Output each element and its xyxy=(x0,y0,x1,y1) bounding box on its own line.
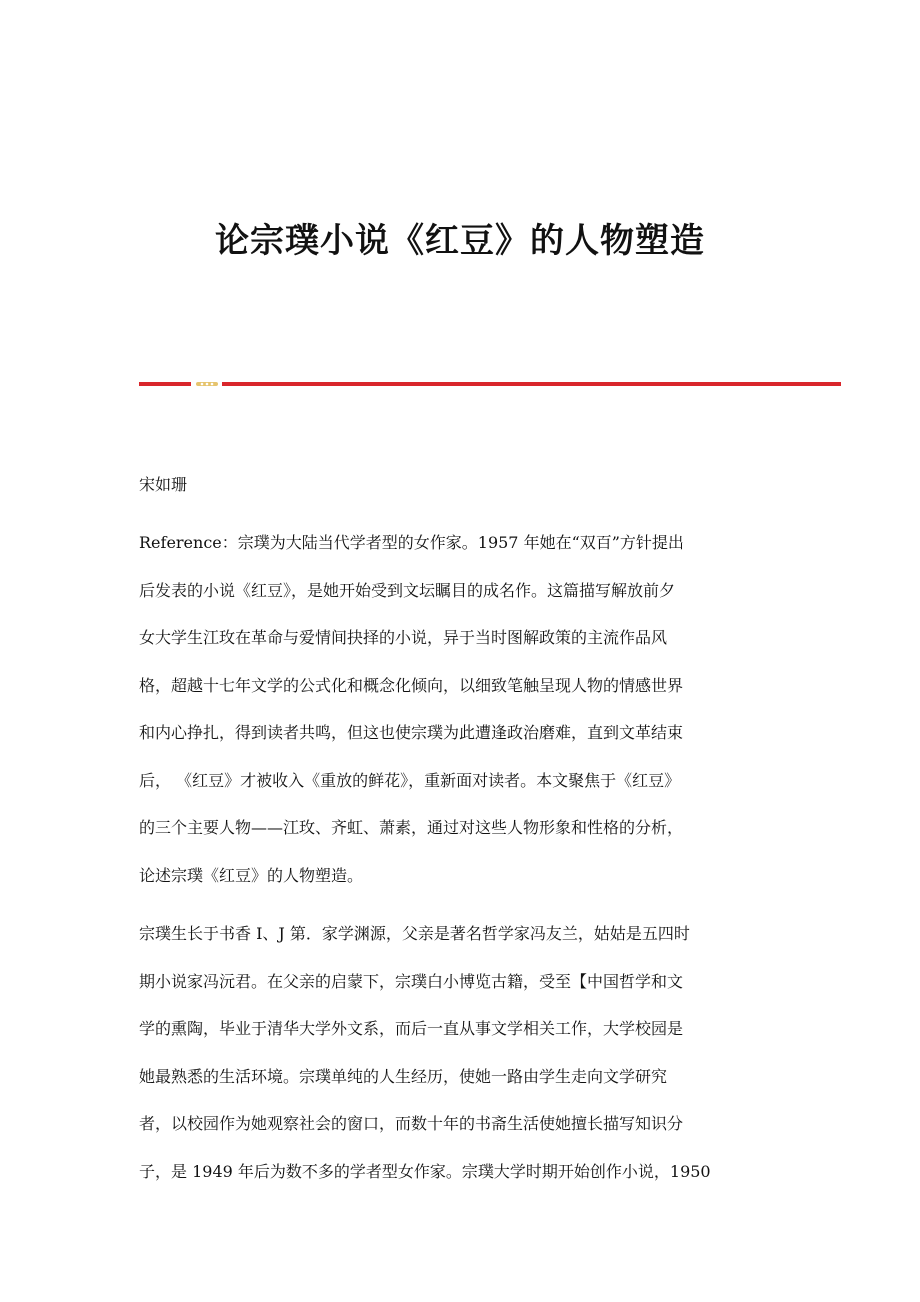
paragraph-line: 她最熟悉的生活环境。宗璞单纯的人生经历，使她一路由学生走向文学研究 xyxy=(139,1066,668,1086)
divider-bar-right xyxy=(222,382,841,386)
paragraph-line: 后发表的小说《红豆》，是她开始受到文坛瞩目的成名作。这篇描写解放前夕 xyxy=(139,580,676,600)
divider-ornament-icon xyxy=(196,381,218,387)
paragraph-line: 宗璞生长于书香 I、J 第．家学渊源，父亲是著名哲学家冯友兰，姑姑是五四时 xyxy=(139,924,690,943)
paragraph-line: Reference：宗璞为大陆当代学者型的女作家。1957 年她在“双百”方针提出 xyxy=(139,533,684,552)
document-title: 论宗璞小说《红豆》的人物塑造 xyxy=(215,221,705,261)
paragraph-line: 格，超越十七年文学的公式化和概念化倾向，以细致笔触呈现人物的情感世界 xyxy=(139,675,684,695)
author-name: 宋如珊 xyxy=(139,475,188,494)
title-divider xyxy=(139,380,841,388)
paragraph-line: 女大学生江玫在革命与爱情间抉择的小说，异于当时图解政策的主流作品风 xyxy=(139,628,668,647)
paragraph-line: 学的熏陶，毕业于清华大学外文系，而后一直从事文学相关工作，大学校园是 xyxy=(139,1019,684,1038)
paragraph-line: 的三个主要人物——江玫、齐虹、萧素，通过对这些人物形象和性格的分析， xyxy=(139,818,684,837)
divider-bar-left xyxy=(139,382,191,386)
paragraph-line: 后， 《红豆》才被收入《重放的鲜花》，重新面对读者。本文聚焦于《红豆》 xyxy=(139,770,681,790)
abstract-paragraph xyxy=(139,519,784,899)
paragraph-line: 论述宗璞《红豆》的人物塑造。 xyxy=(139,865,364,885)
paragraph-line: 者，以校园作为她观察社会的窗口，而数十年的书斋生活使她擅长描写知识分 xyxy=(139,1114,684,1133)
paragraph-line: 和内心挣扎，得到读者共鸣，但这也使宗璞为此遭逢政治磨难，直到文革结束 xyxy=(139,723,684,742)
paragraph-line: 期小说家冯沅君。在父亲的启蒙下，宗璞白小博览古籍，受至【中国哲学和文 xyxy=(139,971,684,991)
body-paragraph xyxy=(139,910,784,1195)
paragraph-line: 子，是 1949 年后为数不多的学者型女作家。宗璞大学时期开始创作小说，1950 xyxy=(139,1161,711,1181)
